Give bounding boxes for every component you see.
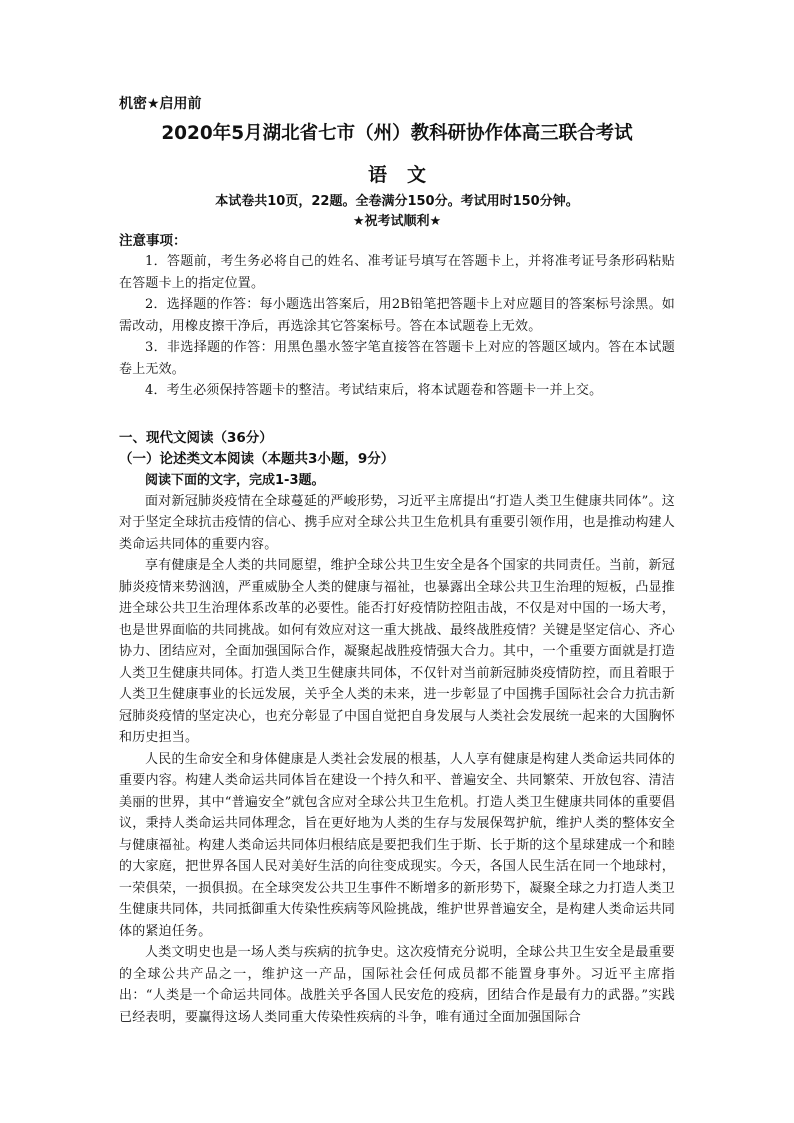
subject-title: 语文 (367, 164, 446, 186)
exam-page (119, 94, 675, 1028)
subsection-title: （一）论述类文本阅读（本题共3小题，9分） (119, 450, 395, 467)
note-item: 4．考生必须保持答题卡的整洁。考试结束后，将本试题卷和答题卡一并上交。 (145, 383, 603, 398)
passage-paragraph: 享有健康是全人类的共同愿望，维护全球公共卫生安全是各个国家的共同责任。当前，新冠肺炎疫情来势汹汹，严重威胁全人类的健康与福祉，也暴露出全球公共卫生治理的短板，凸显推进全球公共卫生治理体系改革的必要性。能否打好疫情防控阻击战，不仅是对中国的一场大考，也是世界面临的共同挑战。如何有效应对这一重大挑战、最终战胜疫情？关键是坚定信心、齐心协力、团结应对，全面加强国际合作，凝聚起战胜疫情强大合力。其中，一个重要方面就是打造人类卫生健康共同体。打造人类卫生健康共同体，不仅针对当前新冠肺炎疫情防控，而且着眼于人类卫生健康事业的长远发展，关乎全人类的未来，进一步彰显了中国携手国际社会合力抗击新冠肺炎疫情的坚定决心，也充分彰显了中国自觉把自身发展与人类社会发展统一起来的大国胸怀和历史担当。 (119, 558, 675, 745)
section-title: 一、现代文阅读（36分） (119, 429, 273, 446)
note-item: 3．非选择题的作答：用黑色墨水签字笔直接答在答题卡上对应的答题区域内。答在本试题卷上无效。 (119, 340, 675, 377)
passage-paragraph: 人类文明史也是一场人类与疾病的抗争史。这次疫情充分说明，全球公共卫生安全是最重要的全球公共产品之一，维护这一产品，国际社会任何成员都不能置身事外。习近平主席指出：“人类是一个命运共同体。战胜关乎各国人民安危的疫病，团结合作是最有力的武器。”实践已经表明，要赢得这场人类同重大传染性疾病的斗争，唯有通过全面加强国际合 (119, 945, 675, 1025)
notes-section (119, 231, 675, 402)
reading-section (119, 428, 675, 1029)
notes-title: 注意事项： (119, 233, 187, 249)
passage-paragraph: 人民的生命安全和身体健康是人类社会发展的根基，人人享有健康是构建人类命运共同体的重要内容。构建人类命运共同体旨在建设一个持久和平、普遍安全、共同繁荣、开放包容、清洁美丽的世界，其中“普遍安全”就包含应对全球公共卫生危机。打造人类卫生健康共同体的重要倡议，秉持人类命运共同体理念，旨在更好地为人类的生存与发展保驾护航，维护人类的整体安全与健康福祉。构建人类命运共同体归根结底是要把我们生于斯、长于斯的这个星球建成一个和睦的大家庭，把世界各国人民对美好生活的向往变成现实。今天，各国人民生活在同一个地球村，一荣俱荣，一损俱损。在全球突发公共卫生事件不断增多的新形势下，凝聚全球之力打造人类卫生健康共同体，共同抵御重大传染性疾病等风险挑战，维护世界普遍安全，是构建人类命运共同体的紧迫任务。 (119, 751, 675, 939)
good-luck-line: ★祝考试顺利★ (352, 214, 442, 229)
exam-info: 本试卷共10页，22题。全卷满分150分。考试用时150分钟。 (215, 194, 579, 209)
reading-instruction: 阅读下面的文字，完成1-3题。 (145, 472, 325, 488)
exam-title: 2020年5月湖北省七市（州）教科研协作体高三联合考试 (161, 123, 633, 144)
note-item: 2．选择题的作答：每小题选出答案后，用2B铅笔把答题卡上对应题目的答案标号涂黑。如需改动，用橡皮擦干净后，再选涂其它答案标号。答在本试题卷上无效。 (119, 297, 675, 334)
passage-paragraph: 面对新冠肺炎疫情在全球蔓延的严峻形势，习近平主席提出“打造人类卫生健康共同体”。这对于坚定全球抗击疫情的信心、携手应对全球公共卫生危机具有重要引领作用，也是推动构建人类命运共同体的重要内容。 (119, 493, 675, 552)
confidential-label: 机密★启用前 (119, 96, 202, 112)
note-item: 1．答题前，考生务必将自己的姓名、准考证号填写在答题卡上，并将准考证号条形码粘贴在答题卡上的指定位置。 (119, 254, 675, 291)
